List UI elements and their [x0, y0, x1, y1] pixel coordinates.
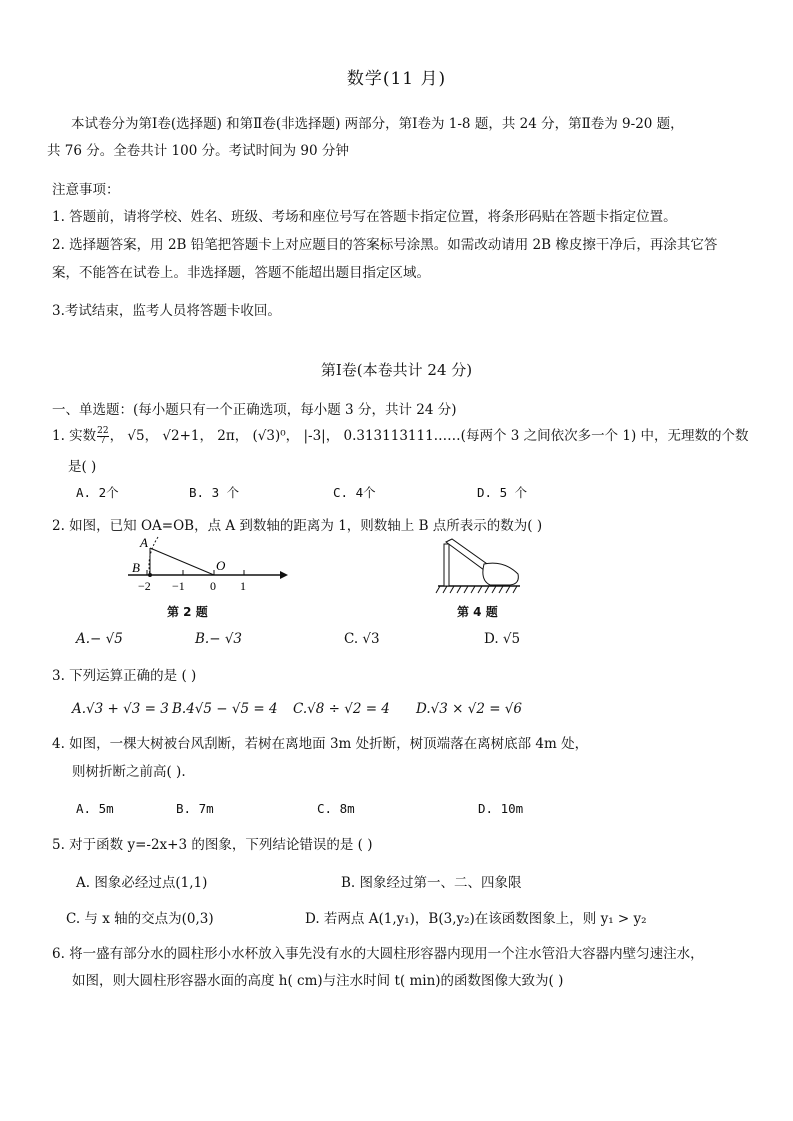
question-1 — [52, 424, 749, 446]
label-a: A — [140, 535, 148, 550]
note-3: 3.考试结束，监考人员将答题卡收回。 — [52, 303, 281, 319]
figure-2-number-line — [120, 532, 295, 592]
figure-2-caption: 第 2 题 — [167, 605, 208, 619]
q4-option-a: A. 5m — [76, 801, 114, 816]
intro-line-1: 本试卷分为第Ⅰ卷(选择题) 和第Ⅱ卷(非选择题) 两部分，第Ⅰ卷为 1-8 题，共 24 分，第Ⅱ卷为 9-20 题， — [71, 116, 684, 132]
q1-option-a: A. 2个 — [76, 485, 119, 500]
q4-option-b: B. 7m — [176, 801, 214, 816]
q1-fraction — [97, 427, 108, 446]
note-2-line-2: 案，不能答在试卷上。非选择题，答题不能超出题目指定区域。 — [52, 265, 430, 281]
q1-frac-den: 7 — [100, 436, 106, 446]
question-5: 5. 对于函数 y=-2x+3 的图象，下列结论错误的是 ( ) — [52, 837, 373, 853]
question-4-line-1: 4. 如图，一棵大树被台风刮断，若树在离地面 3m 处折断，树顶端落在离树底部 4m 处， — [52, 736, 589, 752]
q1-list: ， √5， √2+1， 2π， (√3)⁰， |-3|， 0.313113111……(每两个 3 之间依次多一个 1) 中，无理数的个数 — [109, 428, 749, 444]
q3-option-d: D.√3 × √2 = √6 — [416, 701, 522, 717]
q1-prefix: 1. 实数 — [52, 428, 97, 444]
question-6-line-1: 6. 将一盛有部分水的圆柱形小水杯放入事先没有水的大圆柱形容器内现用一个注水管沿大容器内壁匀速注水， — [52, 946, 704, 962]
figure-4-caption: 第 4 题 — [457, 605, 498, 619]
q4-option-c: C. 8m — [317, 801, 355, 816]
section-title: 第Ⅰ卷(本卷共计 24 分) — [320, 361, 473, 379]
question-4-line-2: 则树折断之前高( ). — [72, 764, 186, 780]
q3-option-c: C.√8 ÷ √2 = 4 — [293, 701, 390, 717]
q3-option-a: A.√3 + √3 = 3 — [72, 701, 169, 717]
tree-trunk — [444, 544, 449, 586]
tick-label-minus-1: −1 — [172, 579, 185, 592]
q1-option-d: D. 5 个 — [477, 485, 528, 500]
label-b: B — [132, 560, 140, 575]
q5-option-a: A. 图象必经过点(1,1) — [76, 875, 208, 891]
q2-option-d: D. √5 — [484, 631, 521, 647]
q5-option-c: C. 与 x 轴的交点为(0,3) — [66, 911, 214, 927]
q1-option-c: C. 4个 — [333, 485, 376, 500]
q2-option-b: B.− √3 — [195, 631, 243, 647]
tick-label-0: 0 — [210, 579, 216, 592]
tick-label-minus-2: −2 — [138, 579, 151, 592]
label-o: O — [216, 558, 226, 573]
q1-frac-num: 22 — [97, 426, 109, 436]
note-2-line-1: 2. 选择题答案，用 2B 铅笔把答题卡上对应题目的答案标号涂黑。如需改动请用 2B 橡皮擦干净后，再涂其它答 — [52, 237, 718, 253]
q5-option-b: B. 图象经过第一、二、四象限 — [341, 875, 522, 891]
q1-option-b: B. 3 个 — [189, 485, 240, 500]
note-1: 1. 答题前，请将学校、姓名、班级、考场和座位号写在答题卡指定位置，将条形码贴在答题卡指定位置。 — [52, 209, 677, 225]
part-1-heading: 一、单选题：(每小题只有一个正确选项，每小题 3 分，共计 24 分) — [52, 402, 457, 418]
q2-option-c: C. √3 — [344, 631, 380, 647]
ground-hatching — [436, 586, 517, 593]
q2-option-a: A.− √5 — [76, 631, 123, 647]
axis-arrow — [280, 571, 288, 579]
point-b — [148, 573, 152, 577]
tree-crown — [483, 563, 518, 585]
q5-option-d: D. 若两点 A(1,y₁)，B(3,y₂)在该函数图象上，则 y₁ > y₂ — [305, 911, 647, 927]
intro-line-2: 共 76 分。全卷共计 100 分。考试时间为 90 分钟 — [47, 143, 349, 159]
q4-option-d: D. 10m — [478, 801, 524, 816]
question-3: 3. 下列运算正确的是 ( ) — [52, 668, 197, 684]
figure-4-tree — [432, 536, 527, 598]
q3-option-b: B.4√5 − √5 = 4 — [172, 701, 278, 717]
notes-heading: 注意事项： — [52, 182, 120, 198]
page-title: 数学(11 月) — [346, 69, 447, 89]
q1-line-2: 是( ) — [68, 459, 97, 475]
question-6-line-2: 如图，则大圆柱形容器水面的高度 h( cm)与注水时间 t( min)的函数图像大致为( ) — [72, 973, 564, 989]
question-2: 2. 如图，已知 OA=OB，点 A 到数轴的距离为 1，则数轴上 B 点所表示的数为( ) — [52, 518, 543, 534]
tick-label-1: 1 — [240, 579, 246, 592]
segment-oa — [150, 548, 214, 575]
